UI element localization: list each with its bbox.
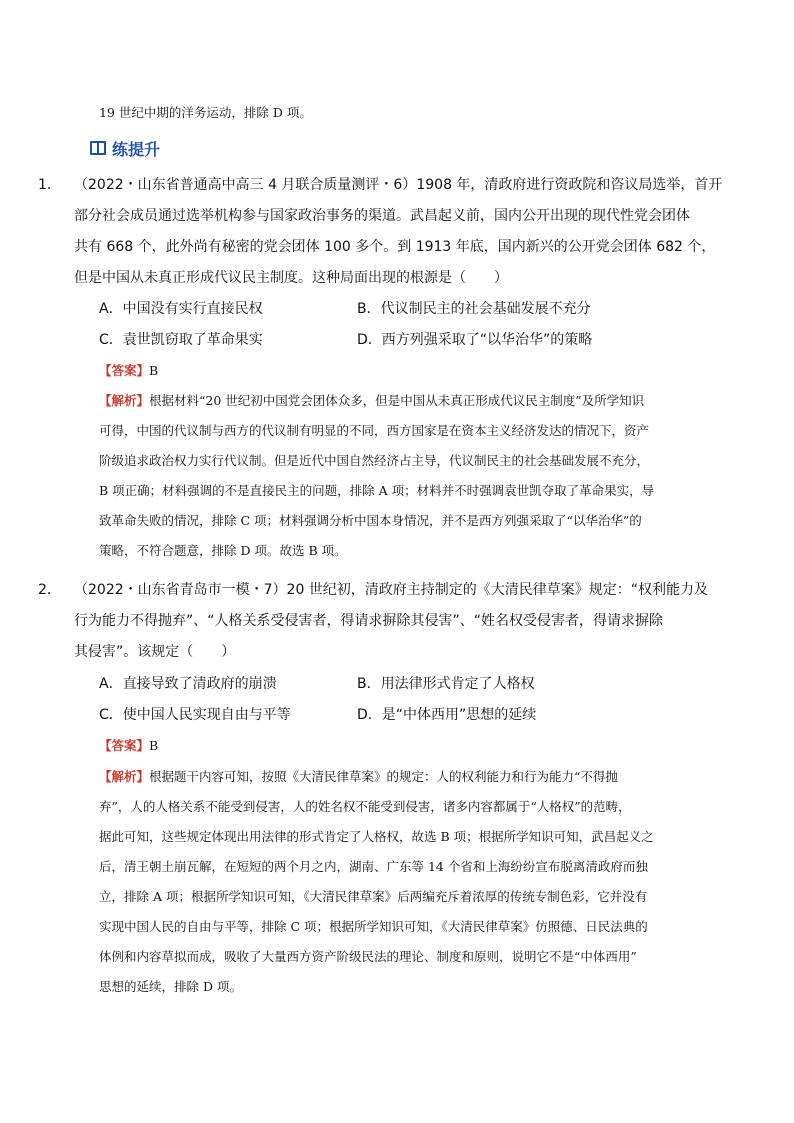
question-2-line-2: 行为能力不得抛弃”、“人格关系受侵害者，得请求摒除其侵害”、“姓名权受侵害者，得请求摒除	[74, 613, 664, 629]
question-2-option-d: D．是“中体西用”思想的延续	[357, 707, 537, 723]
question-1-analysis-line-2: 可得，中国的代议制与西方的代议制有明显的不同，西方国家是在资本主义经济发达的情况下，资产	[99, 423, 650, 438]
question-1-analysis-line-3: 阶级追求政治权力实行代议制。但是近代中国自然经济占主导，代议制民主的社会基础发展不充分，	[99, 453, 650, 468]
analysis-text: 根据材料“20 世纪初中国党会团体众多，但是中国从未真正形成代议民主制度”及所学知识	[149, 393, 645, 408]
question-2-option-b: B．用法律形式肯定了人格权	[357, 676, 535, 692]
question-1-analysis-line-1	[99, 391, 644, 409]
section-header	[90, 137, 160, 159]
question-1-number: 1．	[38, 177, 61, 193]
answer-tag: 【答案】	[99, 363, 150, 378]
question-2-number: 2．	[38, 582, 61, 598]
question-2-analysis-line-2: 弃”，人的人格关系不能受到侵害，人的姓名权不能受到侵害，诸多内容都属于“人格权”的范畴，	[99, 799, 631, 814]
question-1-option-d: D．西方列强采取了“以华治华”的策略	[357, 332, 593, 348]
book-icon	[90, 141, 106, 155]
question-1-line-3: 共有 668 个，此外尚有秘密的党会团体 100 多个。到 1913 年底，国内新兴的公开党会团体 682 个，	[74, 239, 716, 255]
question-2-analysis-line-6: 实现中国人民的自由与平等，排除 C 项；根据所学知识可知，《大清民律草案》仿照德、日民法典的	[99, 919, 648, 934]
question-2-analysis-line-7: 体例和内容草拟而成，吸收了大量西方资产阶级民法的理论、制度和原则，说明它不是“中体西用”	[99, 949, 637, 964]
analysis-tag: 【解析】	[99, 393, 150, 408]
previous-explanation-tail: 19 世纪中期的洋务运动，排除 D 项。	[99, 105, 312, 120]
question-1-analysis-line-4: B 项正确；材料强调的不是直接民主的问题，排除 A 项；材料并不时强调袁世凯夺取了革命果实，导	[99, 483, 655, 498]
question-1-answer	[99, 361, 158, 379]
question-2-analysis-line-3: 据此可知，这些规定体现出用法律的形式肯定了人格权，故选 B 项；根据所学知识可知，武昌起义之	[99, 829, 654, 844]
question-2-line-1: （2022・山东省青岛市一模・7）20 世纪初，清政府主持制定的《大清民律草案》规定：“权利能力及	[74, 582, 709, 598]
question-2-option-c: C．使中国人民实现自由与平等	[99, 707, 291, 723]
question-1-analysis-line-6: 策略，不符合题意，排除 D 项。故选 B 项。	[99, 543, 347, 558]
question-2-analysis-line-1	[99, 767, 618, 785]
question-1-analysis-line-5: 致革命失败的情况，排除 C 项；材料强调分析中国本身情况，并不是西方列强采取了“以华治华”的	[99, 513, 642, 528]
question-1-option-c: C．袁世凯窃取了革命果实	[99, 332, 263, 348]
question-2-analysis-line-8: 思想的延续，排除 D 项。	[99, 979, 242, 994]
question-2-line-3: 其侵害”。该规定（ ）	[74, 644, 236, 660]
question-2-analysis-line-4: 后，清王朝土崩瓦解，在短短的两个月之内，湖南、广东等 14 个省和上海纷纷宣布脱离清政府而独	[99, 859, 648, 874]
section-title: 练提升	[112, 139, 161, 159]
question-2-option-a: A．直接导致了清政府的崩溃	[99, 676, 277, 692]
question-1-line-1: （2022・山东省普通高中高三 4 月联合质量测评・6）1908 年，清政府进行资政院和咨议局选举，首开	[74, 177, 723, 193]
analysis-text: 根据题干内容可知，按照《大清民律草案》的规定：人的权利能力和行为能力“不得抛	[149, 769, 618, 784]
answer-value: B	[149, 363, 159, 378]
question-1-line-4: 但是中国从未真正形成代议民主制度。这种局面出现的根源是（ ）	[74, 270, 508, 286]
question-2-answer	[99, 736, 158, 754]
question-1-line-2: 部分社会成员通过选举机构参与国家政治事务的渠道。武昌起义前，国内公开出现的现代性党会团体	[74, 208, 690, 224]
question-1-option-b: B．代议制民主的社会基础发展不充分	[357, 301, 591, 317]
answer-tag: 【答案】	[99, 738, 150, 753]
analysis-tag: 【解析】	[99, 769, 150, 784]
answer-value: B	[149, 738, 159, 753]
question-2-analysis-line-5: 立，排除 A 项；根据所学知识可知，《大清民律草案》后两编充斥着浓厚的传统专制色彩，它并没有	[99, 889, 648, 904]
question-1-option-a: A．中国没有实行直接民权	[99, 301, 263, 317]
